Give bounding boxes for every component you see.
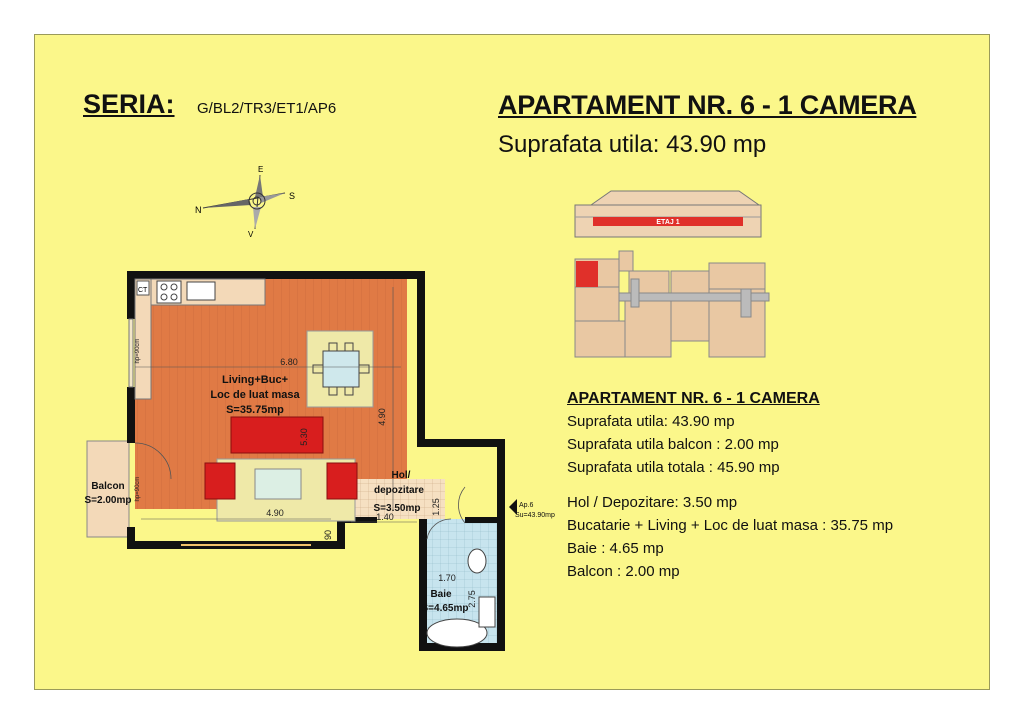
apartment-tag-area: Su=43.90mp [515,512,555,519]
compass-south-label: S [289,191,296,201]
dimension-6-80: 6.80 [280,357,298,367]
room-bath-label: Baie [430,589,452,600]
washbasin-icon [479,597,495,627]
compass-west-label: V [248,230,254,239]
summary-line: Balcon : 2.00 mp [567,563,680,580]
summary-line: Baie : 4.65 mp [567,540,664,557]
apartment-tag-number: Ap.6 [519,502,534,509]
summary-line: Bucatarie + Living + Loc de luat masa : 35.75 mp [567,517,894,534]
coffee-table [255,469,301,499]
room-living-line2: Loc de luat masa [210,389,300,401]
area-summary [567,387,893,583]
dimension-4-90-vertical: 4.90 [377,408,387,426]
compass-north-label: N [195,205,202,215]
dimension-5-30: 5.30 [299,428,309,446]
floor-key-plan [571,189,771,369]
floor-label: ETAJ 1 [656,219,680,226]
sink-icon [187,282,215,300]
sofa [231,417,323,453]
series-label: SERIA: [83,89,175,119]
room-hall-line2: depozitare [373,485,425,496]
room-balcony-area: S=2.00mp [84,495,132,506]
bathtub-icon [427,619,487,647]
room-living-line1: Living+Buc+ [221,374,289,386]
dimension-1-25: 1.25 [431,498,441,516]
compass-rose-icon [185,163,305,239]
room-hall-line1: Hol/ [391,470,411,481]
floor-plan [81,267,555,657]
room-bath-area: S=4.65mp [421,603,469,614]
armchair-right [327,463,357,499]
toilet-icon [468,549,486,573]
dimension-1-40: 1.40 [376,512,394,522]
apartment-title: APARTAMENT NR. 6 - 1 CAMERA [498,90,917,120]
summary-title: APARTAMENT NR. 6 - 1 CAMERA [567,390,820,407]
stove-icon [157,281,181,303]
room-living-area: S=35.75mp [226,404,284,416]
summary-line: Suprafata utila totala : 45.90 mp [567,459,780,476]
summary-line: Suprafata utila balcon : 2.00 mp [567,436,779,453]
apartment-highlight [576,261,598,287]
window-sill-height: hp=90cm [135,338,141,364]
dimension-1-70: 1.70 [438,573,456,583]
dimension-4-90-horizontal: 4.90 [266,508,284,518]
dining-table [323,351,359,387]
boiler-label: CT [138,287,148,294]
dimension-2-75: 2.75 [467,590,477,608]
door-sill-height: hp=90cm [135,476,141,502]
armchair-left [205,463,235,499]
apartment-usable-area: Suprafata utila: 43.90 mp [498,131,767,158]
plan-sheet [34,34,990,690]
summary-line: Suprafata utila: 43.90 mp [567,413,735,430]
room-balcony-label: Balcon [91,481,125,492]
series-code: G/BL2/TR3/ET1/AP6 [197,100,337,117]
summary-line: Hol / Depozitare: 3.50 mp [567,494,738,511]
dimension-90: 90 [323,529,333,541]
compass-east-label: E [258,165,264,174]
room-hall-area: S=3.50mp [373,503,421,514]
